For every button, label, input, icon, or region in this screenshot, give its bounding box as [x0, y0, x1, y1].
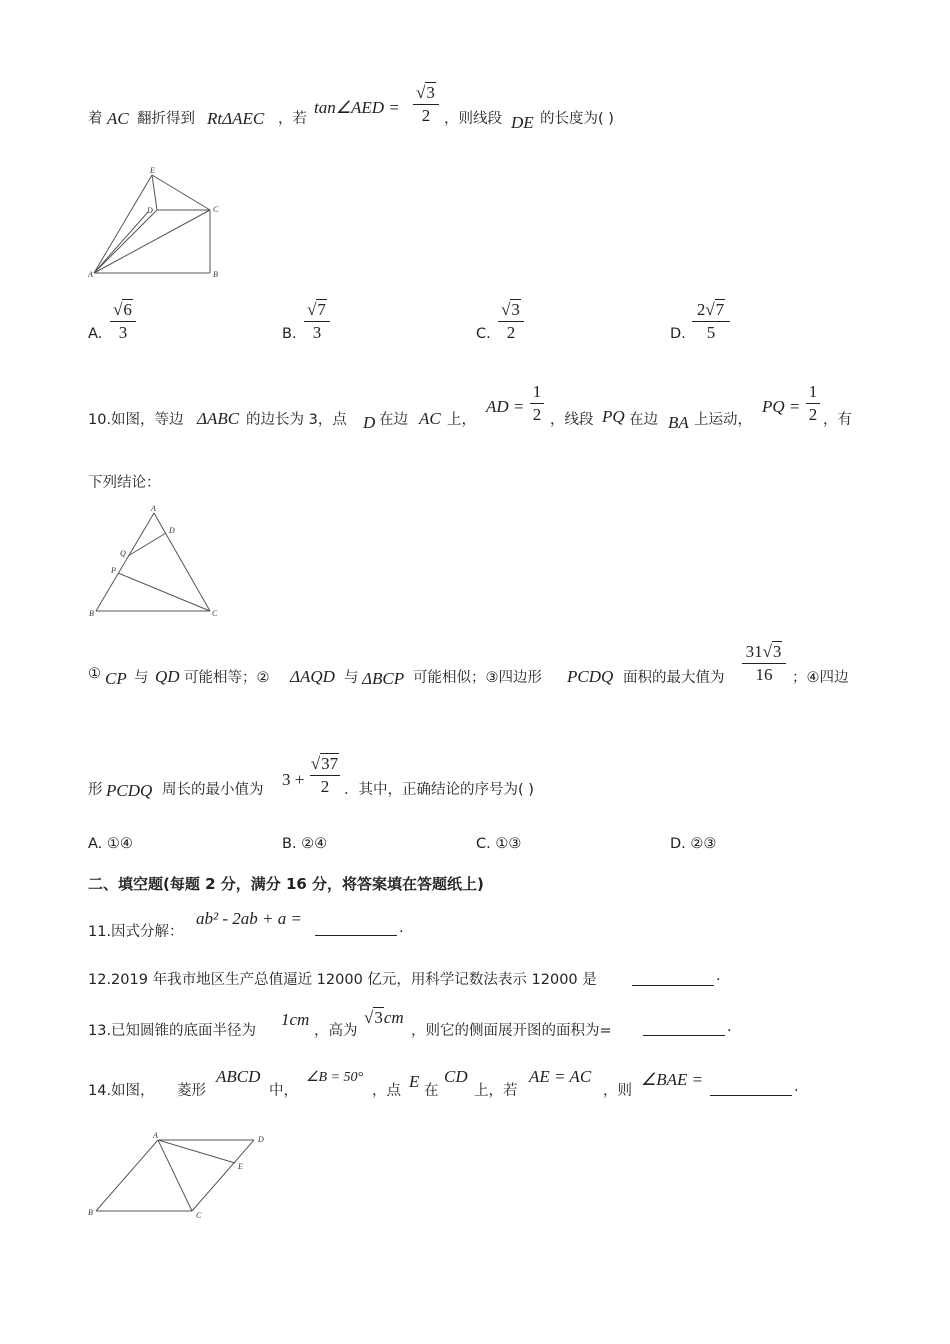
q9-option-a-letter: A. — [88, 326, 103, 342]
q9-option-d-coef: 2 — [696, 300, 706, 319]
section-2-heading: 二、填空题(每题 2 分，满分 16 分，将答案填在答题纸上) — [88, 875, 484, 893]
q11-expression: ab² - 2ab + a = — [196, 909, 302, 928]
q11-prefix: 11.因式分解： — [88, 924, 184, 940]
q10-option-c[interactable]: C. ①③ — [476, 836, 522, 852]
q10-pq-num: 1 — [808, 382, 818, 401]
q14-text-0: 菱形 — [177, 1083, 206, 1099]
q10-c3-b: 面积的最大值为 — [623, 670, 725, 686]
q10-c4-a: 形 — [88, 782, 103, 798]
q10-text-5: 在边 — [629, 412, 658, 428]
q9-option-b-letter: B. — [282, 326, 297, 342]
q14-fig-label-a: A — [153, 1131, 158, 1140]
q9-option-b-den: 3 — [312, 323, 322, 342]
q10-text-3: 上， — [447, 412, 476, 428]
q14-fig-label-d: D — [258, 1135, 264, 1144]
q9-text-2: 翻折得到 — [137, 111, 195, 127]
q9-tan-fraction: √3 2 — [413, 83, 439, 126]
q9-ac: AC — [107, 109, 129, 128]
q14-angle-bae: ∠BAE = — [641, 1070, 704, 1089]
q10-pq-den: 2 — [808, 405, 818, 424]
q10-c3-den: 16 — [755, 665, 773, 684]
q14-text-4: 上，若 — [474, 1083, 518, 1099]
q14-text-5: ，则 — [603, 1083, 632, 1099]
q10-pcdq: PCDQ — [567, 667, 614, 686]
q9-text-4: ，则线段 — [444, 111, 502, 127]
q10-ba: BA — [668, 413, 689, 432]
q9-stem — [88, 80, 888, 140]
q10-fig-label-b: B — [89, 609, 94, 618]
q11-end: . — [399, 920, 404, 936]
q10-text-1: 的边长为 3，点 — [246, 412, 347, 428]
q10-text-6: 上运动， — [694, 412, 752, 428]
q10-c2-b: 与 — [344, 670, 359, 686]
q10-c1-a: ① — [88, 666, 101, 682]
q14-angle-b: ∠B = 50° — [306, 1070, 364, 1085]
q10-fig-label-q: Q — [120, 549, 126, 558]
q13 — [88, 1005, 788, 1039]
q9-fig-label-b: B — [213, 270, 218, 279]
q10-d: D — [363, 413, 376, 432]
q14-prefix: 14.如图， — [88, 1083, 155, 1099]
q9-fig-label-c: C — [213, 205, 219, 214]
q10-c3-sqrt: 3 — [772, 642, 782, 661]
q10-c4-three: 3 + — [282, 770, 305, 789]
q10-qd: QD — [155, 667, 180, 686]
q10-text-2: 在边 — [379, 412, 408, 428]
q10-option-d[interactable]: D. ②③ — [670, 836, 717, 852]
q9-fig-label-a: A — [88, 270, 93, 279]
q12 — [88, 968, 788, 992]
q9-option-c-letter: C. — [476, 326, 491, 342]
q13-prefix: 13.已知圆锥的底面半径为 — [88, 1023, 257, 1039]
q9-frac-num: 3 — [426, 83, 435, 102]
q9-option-a-den: 3 — [118, 323, 128, 342]
q10-option-b[interactable]: B. ②④ — [282, 836, 328, 852]
q10-line-2: 下列结论： — [88, 475, 161, 491]
q9-option-c[interactable]: C. √3 2 — [476, 300, 536, 352]
q9-tan: tan∠AED = — [314, 98, 400, 117]
q10-fig-label-d: D — [169, 526, 175, 535]
q13-height: √3cm — [364, 1008, 404, 1027]
q10-text-4: ，线段 — [550, 412, 594, 428]
q10-c4-b: 周长的最小值为 — [162, 782, 264, 798]
q13-answer-blank[interactable] — [643, 1035, 725, 1036]
q9-option-c-num: 3 — [511, 300, 520, 319]
q9-option-d-den: 5 — [706, 323, 716, 342]
q10-pcdq-2: PCDQ — [106, 781, 153, 800]
q14-figure — [88, 1128, 278, 1228]
q14-cd: CD — [444, 1067, 468, 1086]
q12-answer-blank[interactable] — [632, 985, 714, 986]
q10-c2-c: 可能相似；③四边形 — [413, 670, 542, 686]
q10-figure — [88, 503, 228, 623]
q14-answer-blank[interactable] — [710, 1095, 792, 1096]
q9-option-b-num: 7 — [317, 300, 326, 319]
q9-de: DE — [511, 113, 534, 132]
q14 — [88, 1063, 868, 1099]
q10-fig-label-p: P — [111, 566, 116, 575]
q10-option-a[interactable]: A. ①④ — [88, 836, 133, 852]
q13-end: . — [727, 1019, 732, 1035]
q10-fig-label-c: C — [212, 609, 218, 618]
q9-rt-triangle: RtΔAEC — [207, 109, 265, 128]
q10-c4-c: ．其中，正确结论的序号为( ) — [344, 782, 534, 798]
q10-pq-fraction — [806, 382, 820, 425]
q14-abcd: ABCD — [216, 1067, 261, 1086]
q10-c3-c: ；④四边 — [792, 670, 849, 686]
q9-option-d[interactable]: D. 2√7 5 — [670, 300, 740, 352]
q14-e: E — [409, 1072, 420, 1091]
q10-c3-num: 31 — [745, 642, 763, 661]
q12-end: . — [716, 968, 721, 984]
q9-option-d-num: 7 — [715, 300, 725, 319]
q9-option-b[interactable]: B. √7 3 — [282, 300, 342, 352]
q10-stem — [88, 380, 868, 440]
q9-option-c-den: 2 — [506, 323, 516, 342]
q9-option-d-letter: D. — [670, 326, 686, 342]
q10-ad-fraction — [530, 382, 544, 425]
q10-c1-c: 可能相等；② — [184, 670, 270, 686]
q14-text-2: ，点 — [372, 1083, 401, 1099]
q10-prefix: 10.如图，等边 — [88, 412, 184, 428]
q10-ad-den: 2 — [532, 405, 542, 424]
q9-text-5: 的长度为( ) — [540, 111, 614, 127]
q9-text-3: ，若 — [278, 111, 307, 127]
q14-ae-ac: AE = AC — [529, 1067, 592, 1086]
q11-answer-blank[interactable] — [315, 935, 397, 936]
q9-fig-label-d: D — [147, 206, 153, 215]
q13-radius: 1cm — [281, 1010, 310, 1029]
q14-end: . — [794, 1079, 799, 1095]
q14-text-3: 在 — [424, 1083, 439, 1099]
q9-frac-den: 2 — [421, 106, 431, 125]
q10-aqd: ΔAQD — [290, 667, 335, 686]
q9-figure — [88, 165, 228, 285]
q11 — [88, 905, 588, 939]
q13-text-1: ，高为 — [314, 1023, 358, 1039]
q14-fig-label-c: C — [196, 1211, 202, 1220]
q14-fig-label-e: E — [238, 1162, 243, 1171]
q13-text-2: ，则它的侧面展开图的面积为= — [411, 1023, 612, 1039]
q10-c4-sqrt: 37 — [321, 754, 339, 773]
q9-text-1: 着 — [88, 111, 103, 127]
q10-ac: AC — [419, 409, 441, 428]
q10-conclusions-2 — [88, 750, 868, 810]
q12-text: 12.2019 年我市地区生产总值逼近 12000 亿元，用科学记数法表示 12000 是 — [88, 972, 597, 988]
q10-fig-label-a: A — [151, 504, 156, 513]
q10-area-fraction: 31√3 16 — [742, 642, 786, 685]
q9-fig-label-e: E — [150, 166, 155, 175]
q10-cp: CP — [105, 669, 127, 688]
q14-fig-label-b: B — [88, 1208, 93, 1217]
q10-abc: ΔABC — [197, 409, 240, 428]
q9-option-a-num: 6 — [123, 300, 132, 319]
q13-height-unit: cm — [383, 1008, 404, 1027]
q9-option-a[interactable]: A. √6 3 — [88, 300, 148, 352]
q14-text-1: 中， — [269, 1083, 298, 1099]
q10-conclusions-1 — [88, 638, 868, 698]
q10-pq: PQ — [602, 407, 625, 426]
q13-height-sqrt: 3 — [374, 1008, 383, 1027]
q10-c4-den: 2 — [320, 777, 330, 796]
q10-perimeter-fraction: √37 2 — [310, 754, 339, 796]
q10-bcp: ΔBCP — [362, 669, 405, 688]
q10-c1-b: 与 — [134, 670, 149, 686]
q10-ad-num: 1 — [532, 382, 542, 401]
q10-pq2: PQ = — [762, 397, 801, 416]
q10-ad: AD = — [486, 397, 525, 416]
q10-text-7: ，有 — [823, 412, 852, 428]
